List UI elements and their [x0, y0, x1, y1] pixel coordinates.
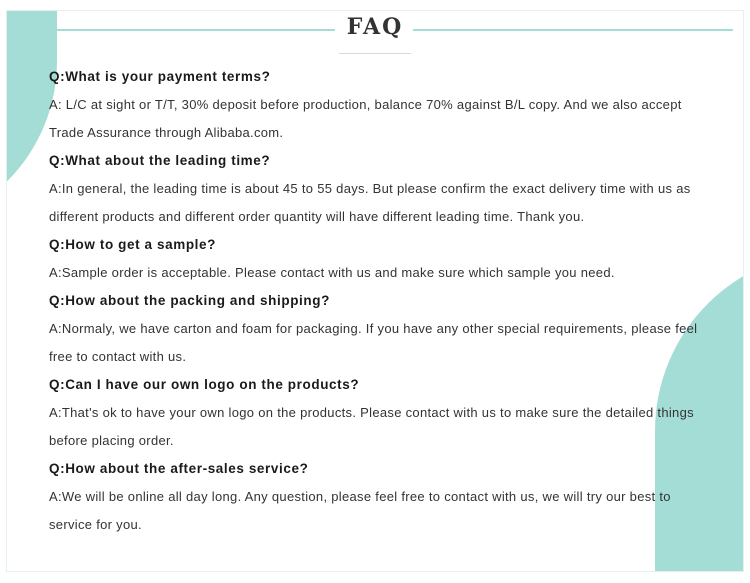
faq-question: Q:How about the packing and shipping?	[49, 293, 330, 308]
faq-item	[49, 371, 709, 455]
faq-item	[49, 63, 709, 147]
faq-panel	[6, 10, 744, 572]
faq-question: Q:What is your payment terms?	[49, 69, 271, 84]
faq-answer: A:That's ok to have your own logo on the products. Please contact with us to make sure the detailed things before placing order.	[49, 405, 694, 448]
faq-question: Q:What about the leading time?	[49, 153, 271, 168]
faq-item	[49, 287, 709, 371]
faq-answer: A:In general, the leading time is about 45 to 55 days. But please confirm the exact delivery time with us as different products and different order quantity will have different leading time. Thank you.	[49, 181, 691, 224]
title-underline	[339, 53, 411, 54]
faq-list	[49, 63, 709, 539]
faq-answer: A: L/C at sight or T/T, 30% deposit before production, balance 70% against B/L copy. And we also accept Trade Assurance through Alibaba.com.	[49, 97, 682, 140]
faq-question: Q:Can I have our own logo on the products?	[49, 377, 360, 392]
faq-item	[49, 231, 709, 287]
faq-question: Q:How to get a sample?	[49, 237, 216, 252]
page-title: FAQ	[346, 14, 404, 40]
header-divider-right	[413, 29, 733, 31]
header-divider-left	[49, 29, 335, 31]
faq-answer: A:We will be online all day long. Any question, please feel free to contact with us, we will try our best to service for you.	[49, 489, 671, 532]
faq-header	[7, 11, 743, 55]
faq-item	[49, 147, 709, 231]
faq-item	[49, 455, 709, 539]
faq-question: Q:How about the after-sales service?	[49, 461, 309, 476]
faq-answer: A:Sample order is acceptable. Please contact with us and make sure which sample you need.	[49, 265, 615, 280]
faq-answer: A:Normaly, we have carton and foam for packaging. If you have any other special requirements, please feel free to contact with us.	[49, 321, 698, 364]
